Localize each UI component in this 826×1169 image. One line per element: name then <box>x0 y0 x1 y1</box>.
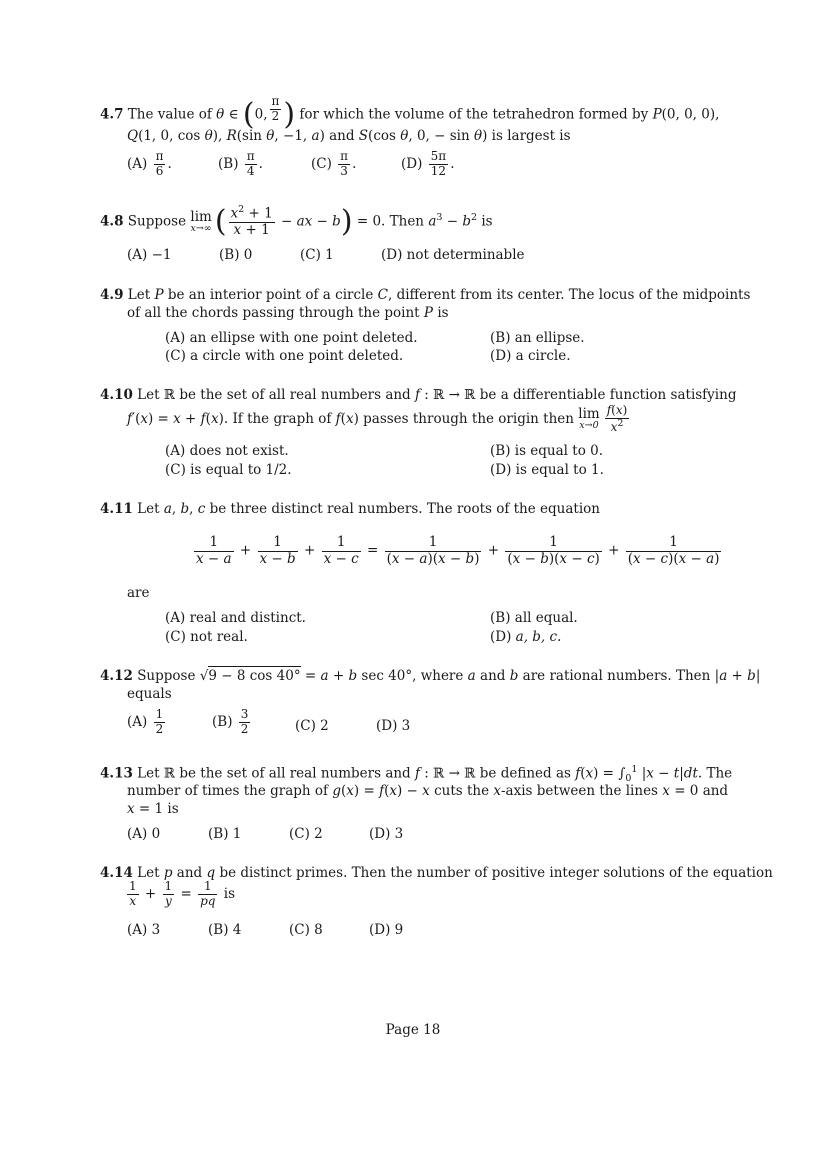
q413-option-b[interactable]: (B) 1 <box>208 826 242 842</box>
q413-line1: 4.13 Let ℝ be the set of all real numbers and f : ℝ → ℝ be defined as $f(x) = \int_0^1$ |x − t|dt. The <box>100 764 733 785</box>
q413-line3: x = 1 is <box>127 801 179 817</box>
q49-option-d[interactable]: (D) a circle. <box>490 348 571 364</box>
q48-option-c[interactable]: (C) 1 <box>300 247 334 263</box>
q411-option-c[interactable]: (C) not real. <box>165 629 248 645</box>
q410-line2: f′(x) = x + f(x). If the graph of f(x) passes through the origin then lim x→0 $\frac{f(x)}{x^2}$ <box>127 403 628 434</box>
q414-line1: 4.14 Let p and q be distinct primes. Then the number of positive integer solutions of the equation <box>100 865 773 881</box>
q412-option-a[interactable]: (A) $\frac{1}{2}$ <box>127 707 164 736</box>
q411-option-b[interactable]: (B) all equal. <box>490 610 578 626</box>
q49-option-a[interactable]: (A) an ellipse with one point deleted. <box>165 330 418 346</box>
q414-option-a[interactable]: (A) 3 <box>127 922 161 938</box>
page-number: Page 18 <box>385 1022 441 1038</box>
q413-option-a[interactable]: (A) 0 <box>127 826 161 842</box>
q413-option-c[interactable]: (C) 2 <box>289 826 323 842</box>
q47-option-b[interactable]: (B) $\frac{\pi}{4}$ . <box>218 149 263 178</box>
q411-option-a[interactable]: (A) real and distinct. <box>165 610 306 626</box>
q412-option-c[interactable]: (C) 2 <box>295 718 329 734</box>
q412-option-d[interactable]: (D) 3 <box>376 718 411 734</box>
q410-option-c[interactable]: (C) is equal to 1/2. <box>165 462 292 478</box>
q49-option-c[interactable]: (C) a circle with one point deleted. <box>165 348 404 364</box>
q412-line1: 4.12 Suppose √9 − 8 cos 40° = a + b sec 40°, where a and b are rational numbers. Then |a + b| <box>100 668 761 684</box>
q48-line1: 4.8 Suppose lim x→∞ ( $\frac{x^2 + 1}{x + 1}$ − ax − b) = 0. Then $a^3 - b^2$ is <box>100 203 493 239</box>
q411-equation: $\frac{1}{x - a}$ + $\frac{1}{x - b}$ + $\frac{1}{x - c}$ = $\frac{1}{(x - a)(x - b)}$ + $\frac{1}{(x - b)(x - c)}$ + $\frac{1}{(x - c)(x - a)}$ <box>196 534 720 567</box>
q413-option-d[interactable]: (D) 3 <box>369 826 404 842</box>
q413-line2: number of times the graph of g(x) = f(x) − x cuts the x-axis between the lines x = 0 and <box>127 783 729 799</box>
q49-line2: of all the chords passing through the point P is <box>127 305 449 321</box>
q47-line2: Q(1, 0, cos θ), R(sin θ, −1, a) and S(cos θ, 0, − sin θ) is largest is <box>127 128 571 144</box>
q47-option-a[interactable]: (A) $\frac{\pi}{6}$ . <box>127 149 172 178</box>
q412-line2: equals <box>127 686 172 702</box>
q411-are: are <box>127 585 150 601</box>
q49-line1: 4.9 Let P be an interior point of a circle C, different from its center. The locus of the midpoints <box>100 287 751 303</box>
q48-option-b[interactable]: (B) 0 <box>219 247 253 263</box>
q47-option-c[interactable]: (C) $\frac{\pi}{3}$ . <box>311 149 357 178</box>
q412-option-b[interactable]: (B) $\frac{3}{2}$ <box>212 707 249 736</box>
q411-line1: 4.11 Let a, b, c be three distinct real numbers. The roots of the equation <box>100 501 600 517</box>
q47-line1: 4.7 The value of θ ∈ (0, $\frac{\pi}{2}$ ) for which the volume of the tetrahedron formed by P(0, 0, 0), <box>100 93 720 132</box>
q410-option-d[interactable]: (D) is equal to 1. <box>490 462 604 478</box>
q410-line1: 4.10 Let ℝ be the set of all real numbers and f : ℝ → ℝ be a differentiable function satisfying <box>100 387 737 403</box>
q49-option-b[interactable]: (B) an ellipse. <box>490 330 585 346</box>
q410-option-b[interactable]: (B) is equal to 0. <box>490 443 604 459</box>
q410-option-a[interactable]: (A) does not exist. <box>165 443 289 459</box>
q48-option-d[interactable]: (D) not determinable <box>381 247 525 263</box>
q414-option-b[interactable]: (B) 4 <box>208 922 242 938</box>
q414-option-c[interactable]: (C) 8 <box>289 922 323 938</box>
q411-option-d[interactable]: (D) a, b, c. <box>490 629 562 645</box>
q414-option-d[interactable]: (D) 9 <box>369 922 404 938</box>
q414-line2: $\frac{1}{x}$ + $\frac{1}{y}$ = $\frac{1}{pq}$ is <box>129 879 236 908</box>
q47-number: 4.7 <box>100 106 124 123</box>
q47-option-d[interactable]: (D) $\frac{5\pi}{12}$ . <box>401 149 455 178</box>
q48-option-a[interactable]: (A) −1 <box>127 247 172 263</box>
